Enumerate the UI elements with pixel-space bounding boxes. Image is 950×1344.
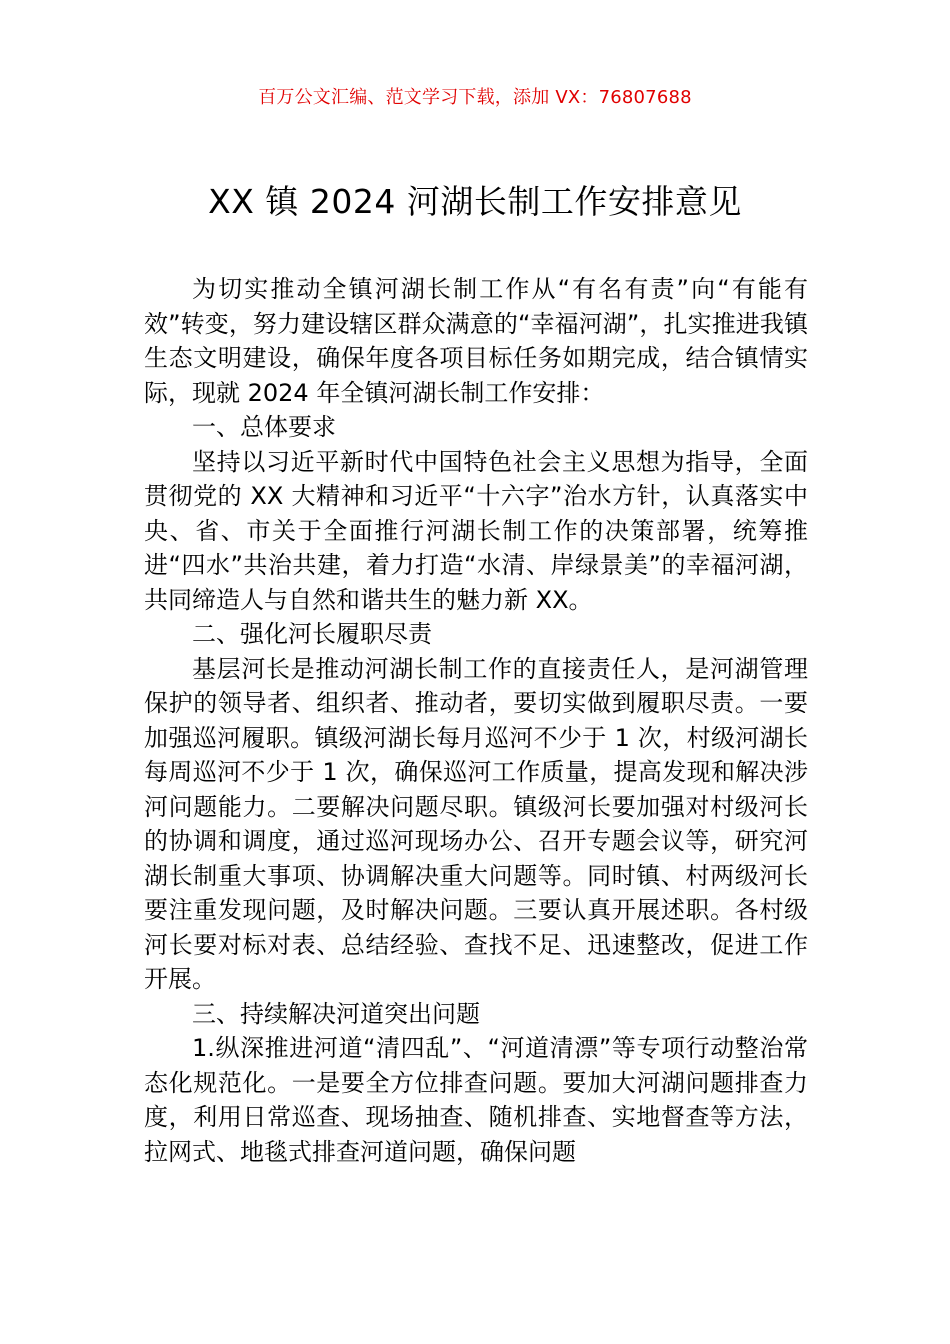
paragraph-section-2: 基层河长是推动河湖长制工作的直接责任人，是河湖管理保护的领导者、组织者、推动者，要切实做到履职尽责。一要加强巡河履职。镇级河湖长每月巡河不少于 1 次，村级河湖长每周巡河不少于 1 次，确保巡河工作质量，提高发现和解决涉河问题能力。二要解决问题尽职。镇级河长要加强对村级河长的协调和调度，通过巡河现场办公、召开专题会议等，研究河湖长制重大事项、协调解决重大问题等。同时镇、村两级河长要注重发现问题，及时解决问题。三要认真开展述职。各村级河长要对标对表、总结经验、查找不足、迅速整改，促进工作开展。 <box>144 654 808 993</box>
paragraph-intro: 为切实推动全镇河湖长制工作从“有名有责”向“有能有效”转变，努力建设辖区群众满意的“幸福河湖”，扎实推进我镇生态文明建设，确保年度各项目标任务如期完成，结合镇情实际，现就 2024 年全镇河湖长制工作安排： <box>144 275 808 407</box>
section-heading-3: 三、持续解决河道突出问题 <box>192 999 480 1028</box>
section-heading-2: 二、强化河长履职尽责 <box>192 620 432 648</box>
section-heading-1: 一、总体要求 <box>192 413 336 441</box>
paragraph-section-3-item-1: 1.纵深推进河道“清四乱”、“河道清漂”等专项行动整治常态化规范化。一是要全方位排查问题。要加大河湖问题排查力度，利用日常巡查、现场抽查、随机排查、实地督查等方法，拉网式、地毯式排查河道问题，确保问题 <box>144 1034 808 1166</box>
document-title: XX 镇 2024 河湖长制工作安排意见 <box>208 182 742 221</box>
document-body <box>144 272 808 1169</box>
watermark-header-note: 百万公文汇编、范文学习下载，添加 VX：76807688 <box>258 87 692 108</box>
paragraph-section-1: 坚持以习近平新时代中国特色社会主义思想为指导，全面贯彻党的 XX 大精神和习近平“十六字”治水方针，认真落实中央、省、市关于全面推行河湖长制工作的决策部署，统筹推进“四水”共治共建，着力打造“水清、岸绿景美”的幸福河湖，共同缔造人与自然和谐共生的魅力新 XX。 <box>144 447 808 614</box>
